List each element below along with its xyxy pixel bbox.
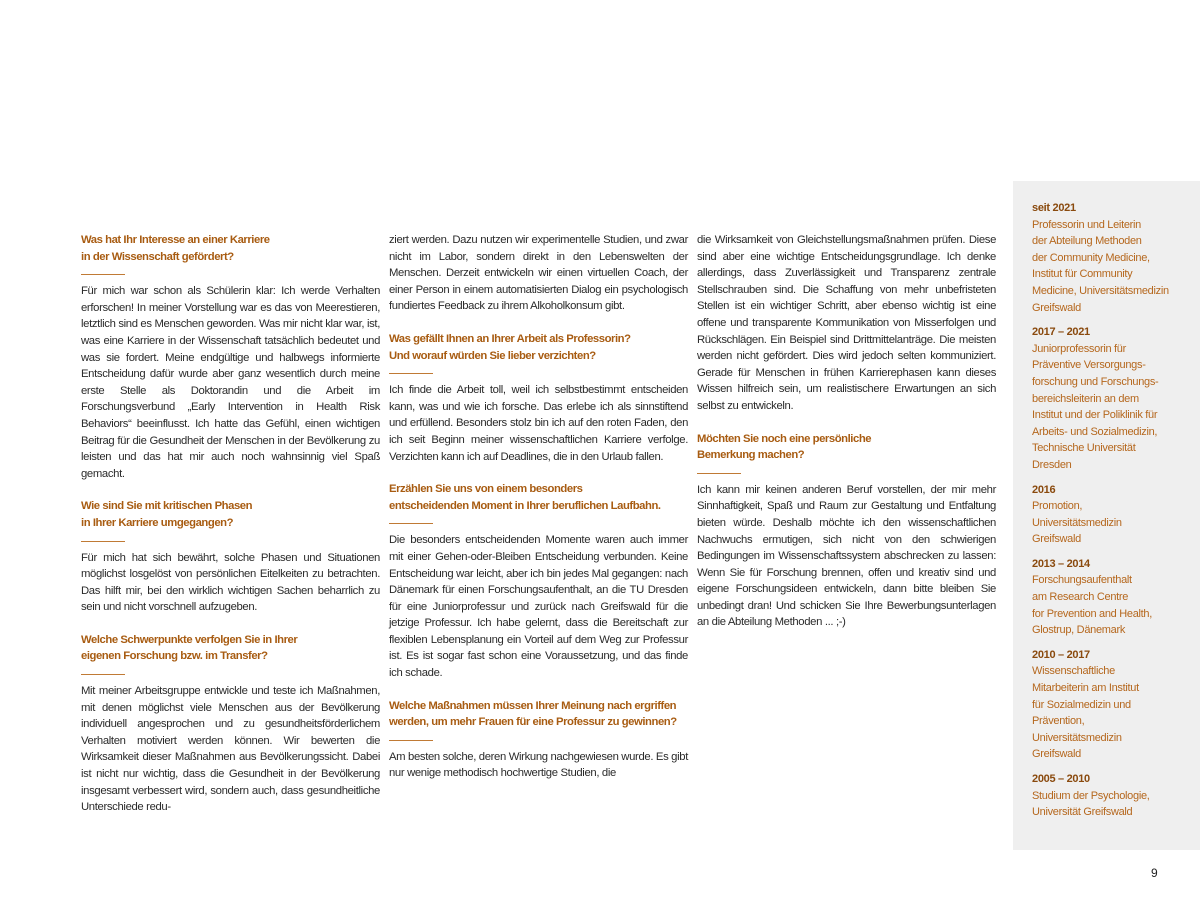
cv-sidebar — [1013, 181, 1200, 850]
answer-paragraph: Ich kann mir keinen anderen Beruf vorstellen, der mir mehr Sinnhaftigkeit, Spaß und Raum zur Gestaltung und Entfaltung bieten würde. Deshalb möchte ich den wissenschaftlichen Nachwuchs ermutigen, sich nicht von den schwierigen Bedingungen im Wissenschaftssystem abschrecken zu lassen: Wenn Sie für Forschung brennen, offen und kreativ sind und eigene Forschungsideen entwickeln, dann bitte bleiben Sie unbedingt dran! Und schicken Sie Ihre Bewerbungsunterlagen an die Abteilung Methoden ... ;-) — [697, 483, 996, 629]
cv-entry — [1032, 556, 1197, 639]
cv-entry — [1032, 647, 1197, 763]
question-heading: Wie sind Sie mit kritischen Phasen in Ihrer Karriere umgegangen? — [81, 500, 253, 529]
answer-paragraph: Mit meiner Arbeitsgruppe entwickle und teste ich Maßnahmen, mit denen möglichst viele Menschen aus der Bevölkerung individuell angesprochen und zu gesundheitsförderlichem Verhalten motiviert werden können. Wir bewerten die Wirksamkeit dieser Maßnahmen aus Bevölkerungssicht. Dabei ist nicht nur wichtig, dass die Gesundheit in der Bevölkerung insgesamt verbessert wird, sondern auch, dass gesundheitliche Unterschiede redu- — [81, 685, 380, 814]
heading-rule — [81, 541, 125, 542]
cv-description: Forschungsaufenthalt am Research Centre for Prevention and Health, Glostrup, Dänemark — [1032, 574, 1153, 637]
cv-years: 2017 – 2021 — [1032, 326, 1090, 339]
cv-years: 2016 — [1032, 483, 1056, 496]
cv-description: Wissenschaftliche Mitarbeiterin am Institut für Sozialmedizin und Prävention, Universitätsmedizin Greifswald — [1032, 665, 1139, 761]
question-heading: Welche Schwerpunkte verfolgen Sie in Ihrer eigenen Forschung bzw. im Transfer? — [81, 633, 298, 663]
answer-paragraph: Ich finde die Arbeit toll, weil ich selbstbestimmt entscheiden kann, was und wie ich forsche. Das erlebe ich als sinnstiftend und erfüllend. Besonders stolz bin ich auf den roten Faden, den ich seit Beginn meiner wissenschaftlichen Karriere verfolge. Verzichten kann ich auf Deadlines, die in den Urlaub fallen. — [389, 384, 688, 463]
answer-paragraph: Am besten solche, deren Wirkung nachgewiesen wurde. Es gibt nur wenige methodisch hochwertige Studien, die — [389, 750, 688, 780]
cv-entry — [1032, 324, 1197, 473]
question-heading: Welche Maßnahmen müssen Ihrer Meinung nach ergriffen werden, um mehr Frauen für eine Professur zu gewinnen? — [389, 699, 677, 729]
column-1 — [81, 232, 380, 816]
answer-paragraph: ziert werden. Dazu nutzen wir experimentelle Studien, und zwar nicht im Labor, sondern direkt in den Lebenswelten der Menschen. Derzeit entwickeln wir einen virtuellen Coach, der einer Person in einem automatisierten Dialog ein psychologisch fundiertes Feedback zu ihrem Alkoholkonsum gibt. — [389, 234, 688, 313]
cv-years: 2010 – 2017 — [1032, 648, 1090, 661]
heading-rule — [81, 674, 125, 675]
column-2 — [389, 232, 688, 782]
column-3 — [697, 232, 996, 631]
heading-rule — [389, 740, 433, 741]
heading-rule — [389, 523, 433, 524]
question-heading: Erzählen Sie uns von einem besonders entscheidenden Moment in Ihrer beruflichen Laufbahn. — [389, 483, 661, 512]
heading-rule — [81, 274, 125, 275]
cv-years: 2013 – 2014 — [1032, 557, 1090, 570]
answer-paragraph: die Wirksamkeit von Gleichstellungsmaßnahmen prüfen. Diese sind aber eine wichtige Entscheidungsgrundlage. Ich denke allerdings, dass Zuverlässigkeit und Transparenz zentrale Stellschrauben sind. Die Schaffung von mehr unbefristeten Stellen ist ein wichtiger Schritt, aber ebenso wichtig ist eine offene und transparente Kommunikation von Misserfolgen und Rückschlägen. Ein Beispiel sind Drittmittelanträge. Die meisten werden nicht gefördert. Dies wird jedoch selten kommuniziert. Gerade für Menschen in frühen Karrierephasen kann dieses Wissen hilfreich sein, um realistischere Erwartungen an sich selbst zu entwickeln. — [697, 234, 996, 412]
page-number: 9 — [1151, 866, 1158, 880]
heading-rule — [697, 473, 741, 474]
question-heading: Was hat Ihr Interesse an einer Karriere in der Wissenschaft gefördert? — [81, 234, 270, 263]
cv-entry — [1032, 771, 1197, 821]
answer-paragraph: Für mich war schon als Schülerin klar: Ich werde Verhalten erforschen! In meiner Vorstellung war es das von Meerestieren, letztlich sind es Menschen geworden. Was mir nicht klar war, ist, was eine Karriere in der Wissenschaft tatsächlich bedeutet und was sie fordert. Meine endgültige und halbwegs informierte Entscheidung dafür wurde aber ganz wesentlich durch meine erste Stelle als Doktorandin und die Arbeit im Forschungsverbund „Early Intervention in Health Risk Behaviors“ beeinflusst. Ich hatte das Gefühl, einen wichtigen Beitrag für die Gesundheit der Menschen in der Bevölkerung zu leisten und das hat mir auch noch wahnsinnig viel Spaß gemacht. — [81, 285, 380, 480]
heading-rule — [389, 373, 433, 374]
cv-entry — [1032, 200, 1197, 316]
cv-entry — [1032, 482, 1197, 548]
question-heading: Was gefällt Ihnen an Ihrer Arbeit als Professorin? Und worauf würden Sie lieber verzichten? — [389, 332, 631, 362]
answer-paragraph: Für mich hat sich bewährt, solche Phasen und Situationen möglichst losgelöst von persönlichen Eitelkeiten zu betrachten. Das hilft mir, bei den wirklich wichtigen Sachen beharrlich zu sein und nicht vorschnell aufzugeben. — [81, 551, 380, 614]
cv-years: 2005 – 2010 — [1032, 773, 1090, 785]
cv-description: Promotion, Universitätsmedizin Greifswald — [1032, 500, 1122, 546]
cv-timeline — [1032, 200, 1197, 829]
question-heading: Möchten Sie noch eine persönliche Bemerkung machen? — [697, 432, 872, 462]
cv-description: Professorin und Leiterin der Abteilung Methoden der Community Medicine, Institut für Community Medicine, Universitätsmedizin Greifswald — [1032, 218, 1169, 314]
answer-paragraph: Die besonders entscheidenden Momente waren auch immer mit einer Gehen-oder-Bleiben Entscheidung verbunden. Keine Entscheidung war leicht, aber ich bin jedes Mal gegangen: nach Dänemark für einen Forschungsaufenthalt, an die TU Dresden für eine Juniorprofessur und zurück nach Greifswald für die jetzige Professur. Ich habe gelernt, dass die Bereitschaft zur flexiblen Lebensplanung ein Vorteil auf dem Weg zur Professur ist. Es ist sogar fast schon eine Voraussetzung, und das finde ich schade. — [389, 534, 688, 680]
cv-years: seit 2021 — [1032, 202, 1076, 214]
cv-description: Juniorprofessorin für Präventive Versorgungs- forschung und Forschungs- bereichsleiterin an dem Institut und der Poliklinik für Arbeits- und Sozialmedizin, Technische Universität Dresden — [1032, 342, 1159, 471]
cv-description: Studium der Psychologie, Universität Greifswald — [1032, 789, 1150, 819]
